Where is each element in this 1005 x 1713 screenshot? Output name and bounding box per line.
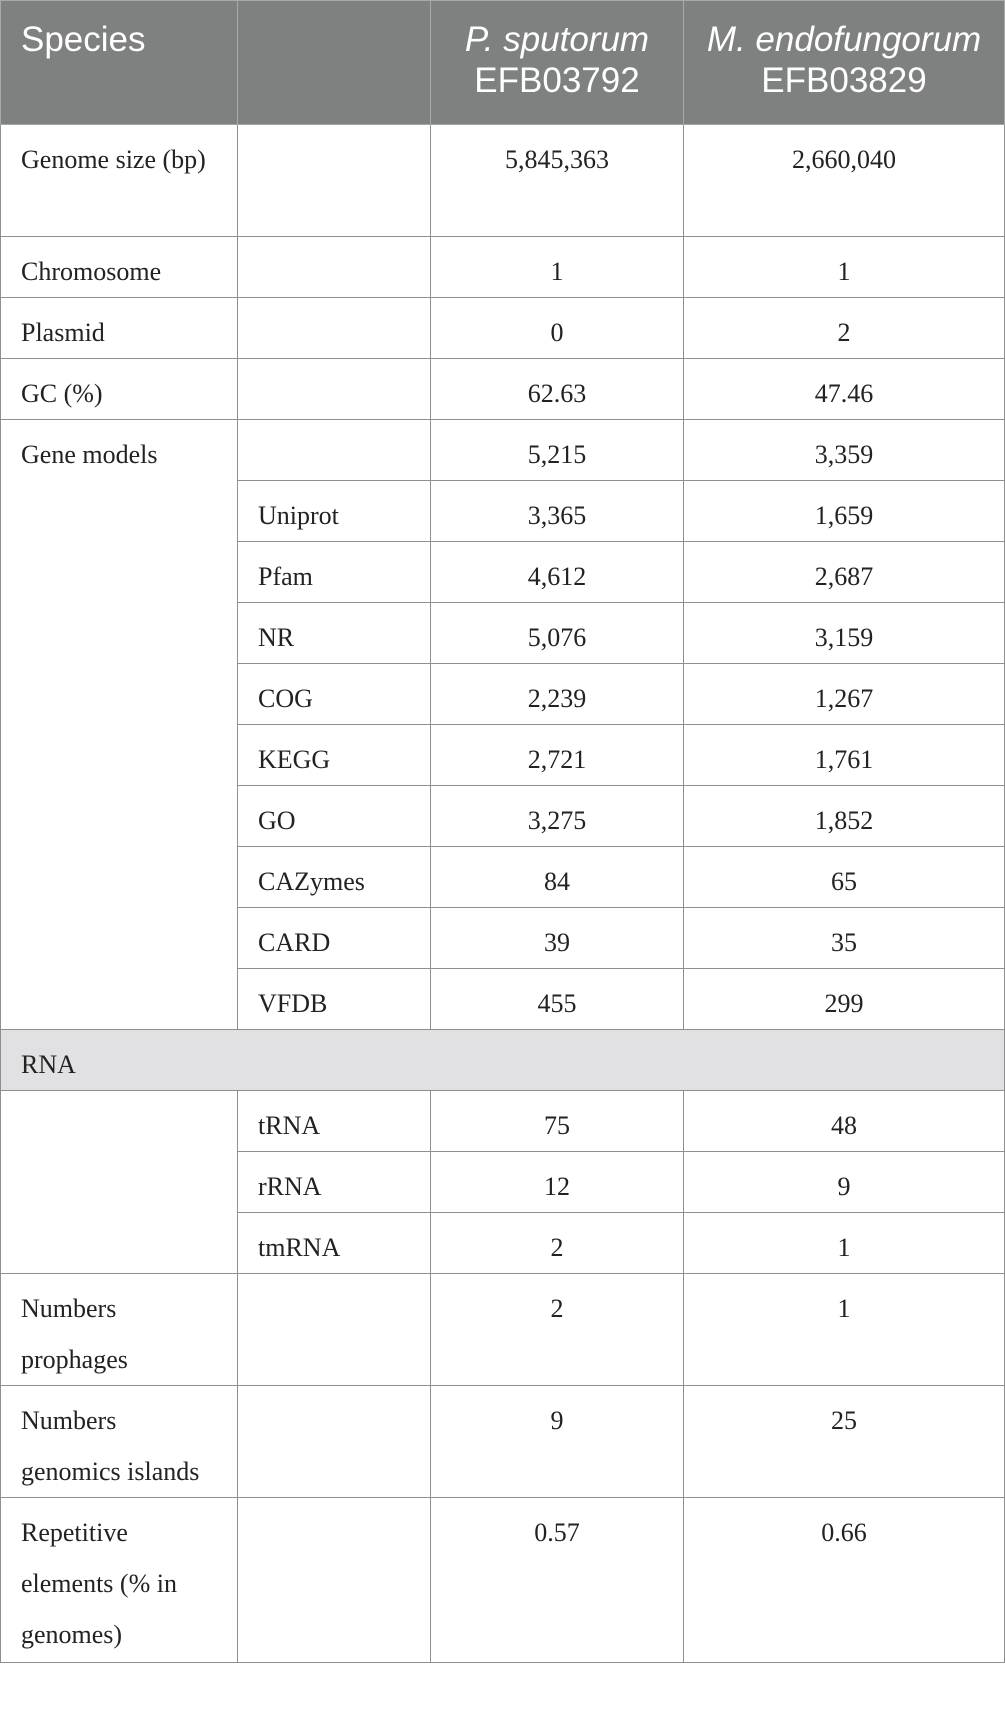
table-row: [1, 298, 1005, 359]
row-value-2: 25: [684, 1386, 1005, 1498]
row-value-1: 75: [431, 1091, 684, 1152]
table-row: [1, 237, 1005, 298]
row-value-2: 299: [684, 969, 1005, 1030]
row-value-2: 2,660,040: [684, 125, 1005, 237]
row-value-1: 84: [431, 847, 684, 908]
row-value-2: 3,159: [684, 603, 1005, 664]
section-row-rna: [1, 1030, 1005, 1091]
row-sub: VFDB: [238, 969, 431, 1030]
header-col1: [431, 1, 684, 125]
row-value-1: 2: [431, 1274, 684, 1386]
row-value-1: 3,275: [431, 786, 684, 847]
header-row: [1, 1, 1005, 125]
row-value-1: 12: [431, 1152, 684, 1213]
row-sub: tmRNA: [238, 1213, 431, 1274]
row-label: GC (%): [1, 359, 238, 420]
row-label-gene-models: Gene models: [1, 420, 238, 1030]
table-row: [1, 420, 1005, 481]
row-sub: [238, 237, 431, 298]
row-sub: [238, 1498, 431, 1663]
row-sub: [238, 125, 431, 237]
row-label: Plasmid: [1, 298, 238, 359]
row-sub: CARD: [238, 908, 431, 969]
rna-label-blank: [1, 1091, 238, 1274]
row-sub: [238, 1386, 431, 1498]
row-value-1: 2,721: [431, 725, 684, 786]
row-value-2: 2,687: [684, 542, 1005, 603]
row-value-1: 0.57: [431, 1498, 684, 1663]
table-row: [1, 359, 1005, 420]
row-value-2: 35: [684, 908, 1005, 969]
row-value-1: 0: [431, 298, 684, 359]
header-species: Species: [1, 1, 238, 125]
row-value-2: 48: [684, 1091, 1005, 1152]
row-value-2: 1: [684, 1213, 1005, 1274]
row-value-2: 1,852: [684, 786, 1005, 847]
table-row: [1, 125, 1005, 237]
row-value-1: 5,215: [431, 420, 684, 481]
row-sub: rRNA: [238, 1152, 431, 1213]
row-value-2: 9: [684, 1152, 1005, 1213]
row-sub: CAZymes: [238, 847, 431, 908]
section-label: RNA: [1, 1030, 1005, 1091]
row-value-1: 4,612: [431, 542, 684, 603]
row-label: Chromosome: [1, 237, 238, 298]
table-row: [1, 1386, 1005, 1498]
row-sub: [238, 1274, 431, 1386]
header-blank: [238, 1, 431, 125]
row-value-1: 3,365: [431, 481, 684, 542]
row-value-2: 0.66: [684, 1498, 1005, 1663]
row-sub: GO: [238, 786, 431, 847]
row-sub: Uniprot: [238, 481, 431, 542]
table-row: [1, 1091, 1005, 1152]
header-col1-name: P. sputorum: [464, 20, 650, 59]
row-sub: tRNA: [238, 1091, 431, 1152]
header-col2-id: EFB03829: [761, 61, 927, 100]
row-sub: [238, 420, 431, 481]
header-col2: [684, 1, 1005, 125]
row-label: Repetitive elements (% in genomes): [1, 1498, 238, 1663]
row-value-2: 47.46: [684, 359, 1005, 420]
row-value-1: 62.63: [431, 359, 684, 420]
row-label: Numbers genomics islands: [1, 1386, 238, 1498]
row-sub: Pfam: [238, 542, 431, 603]
row-value-2: 1: [684, 237, 1005, 298]
table-row: [1, 1274, 1005, 1386]
row-value-1: 9: [431, 1386, 684, 1498]
row-value-1: 2,239: [431, 664, 684, 725]
row-value-1: 2: [431, 1213, 684, 1274]
row-value-2: 2: [684, 298, 1005, 359]
table-row: [1, 1498, 1005, 1663]
row-label: Numbers prophages: [1, 1274, 238, 1386]
row-value-1: 5,845,363: [431, 125, 684, 237]
row-value-1: 39: [431, 908, 684, 969]
row-value-2: 1: [684, 1274, 1005, 1386]
row-value-2: 65: [684, 847, 1005, 908]
header-col1-id: EFB03792: [474, 61, 640, 100]
row-value-2: 1,659: [684, 481, 1005, 542]
header-col2-name: M. endofungorum: [706, 20, 982, 59]
row-value-2: 1,761: [684, 725, 1005, 786]
row-sub: [238, 359, 431, 420]
row-value-1: 5,076: [431, 603, 684, 664]
row-sub: [238, 298, 431, 359]
row-sub: NR: [238, 603, 431, 664]
row-label: Genome size (bp): [1, 125, 238, 237]
row-sub: KEGG: [238, 725, 431, 786]
row-value-1: 1: [431, 237, 684, 298]
row-value-2: 3,359: [684, 420, 1005, 481]
row-value-1: 455: [431, 969, 684, 1030]
row-value-2: 1,267: [684, 664, 1005, 725]
row-sub: COG: [238, 664, 431, 725]
